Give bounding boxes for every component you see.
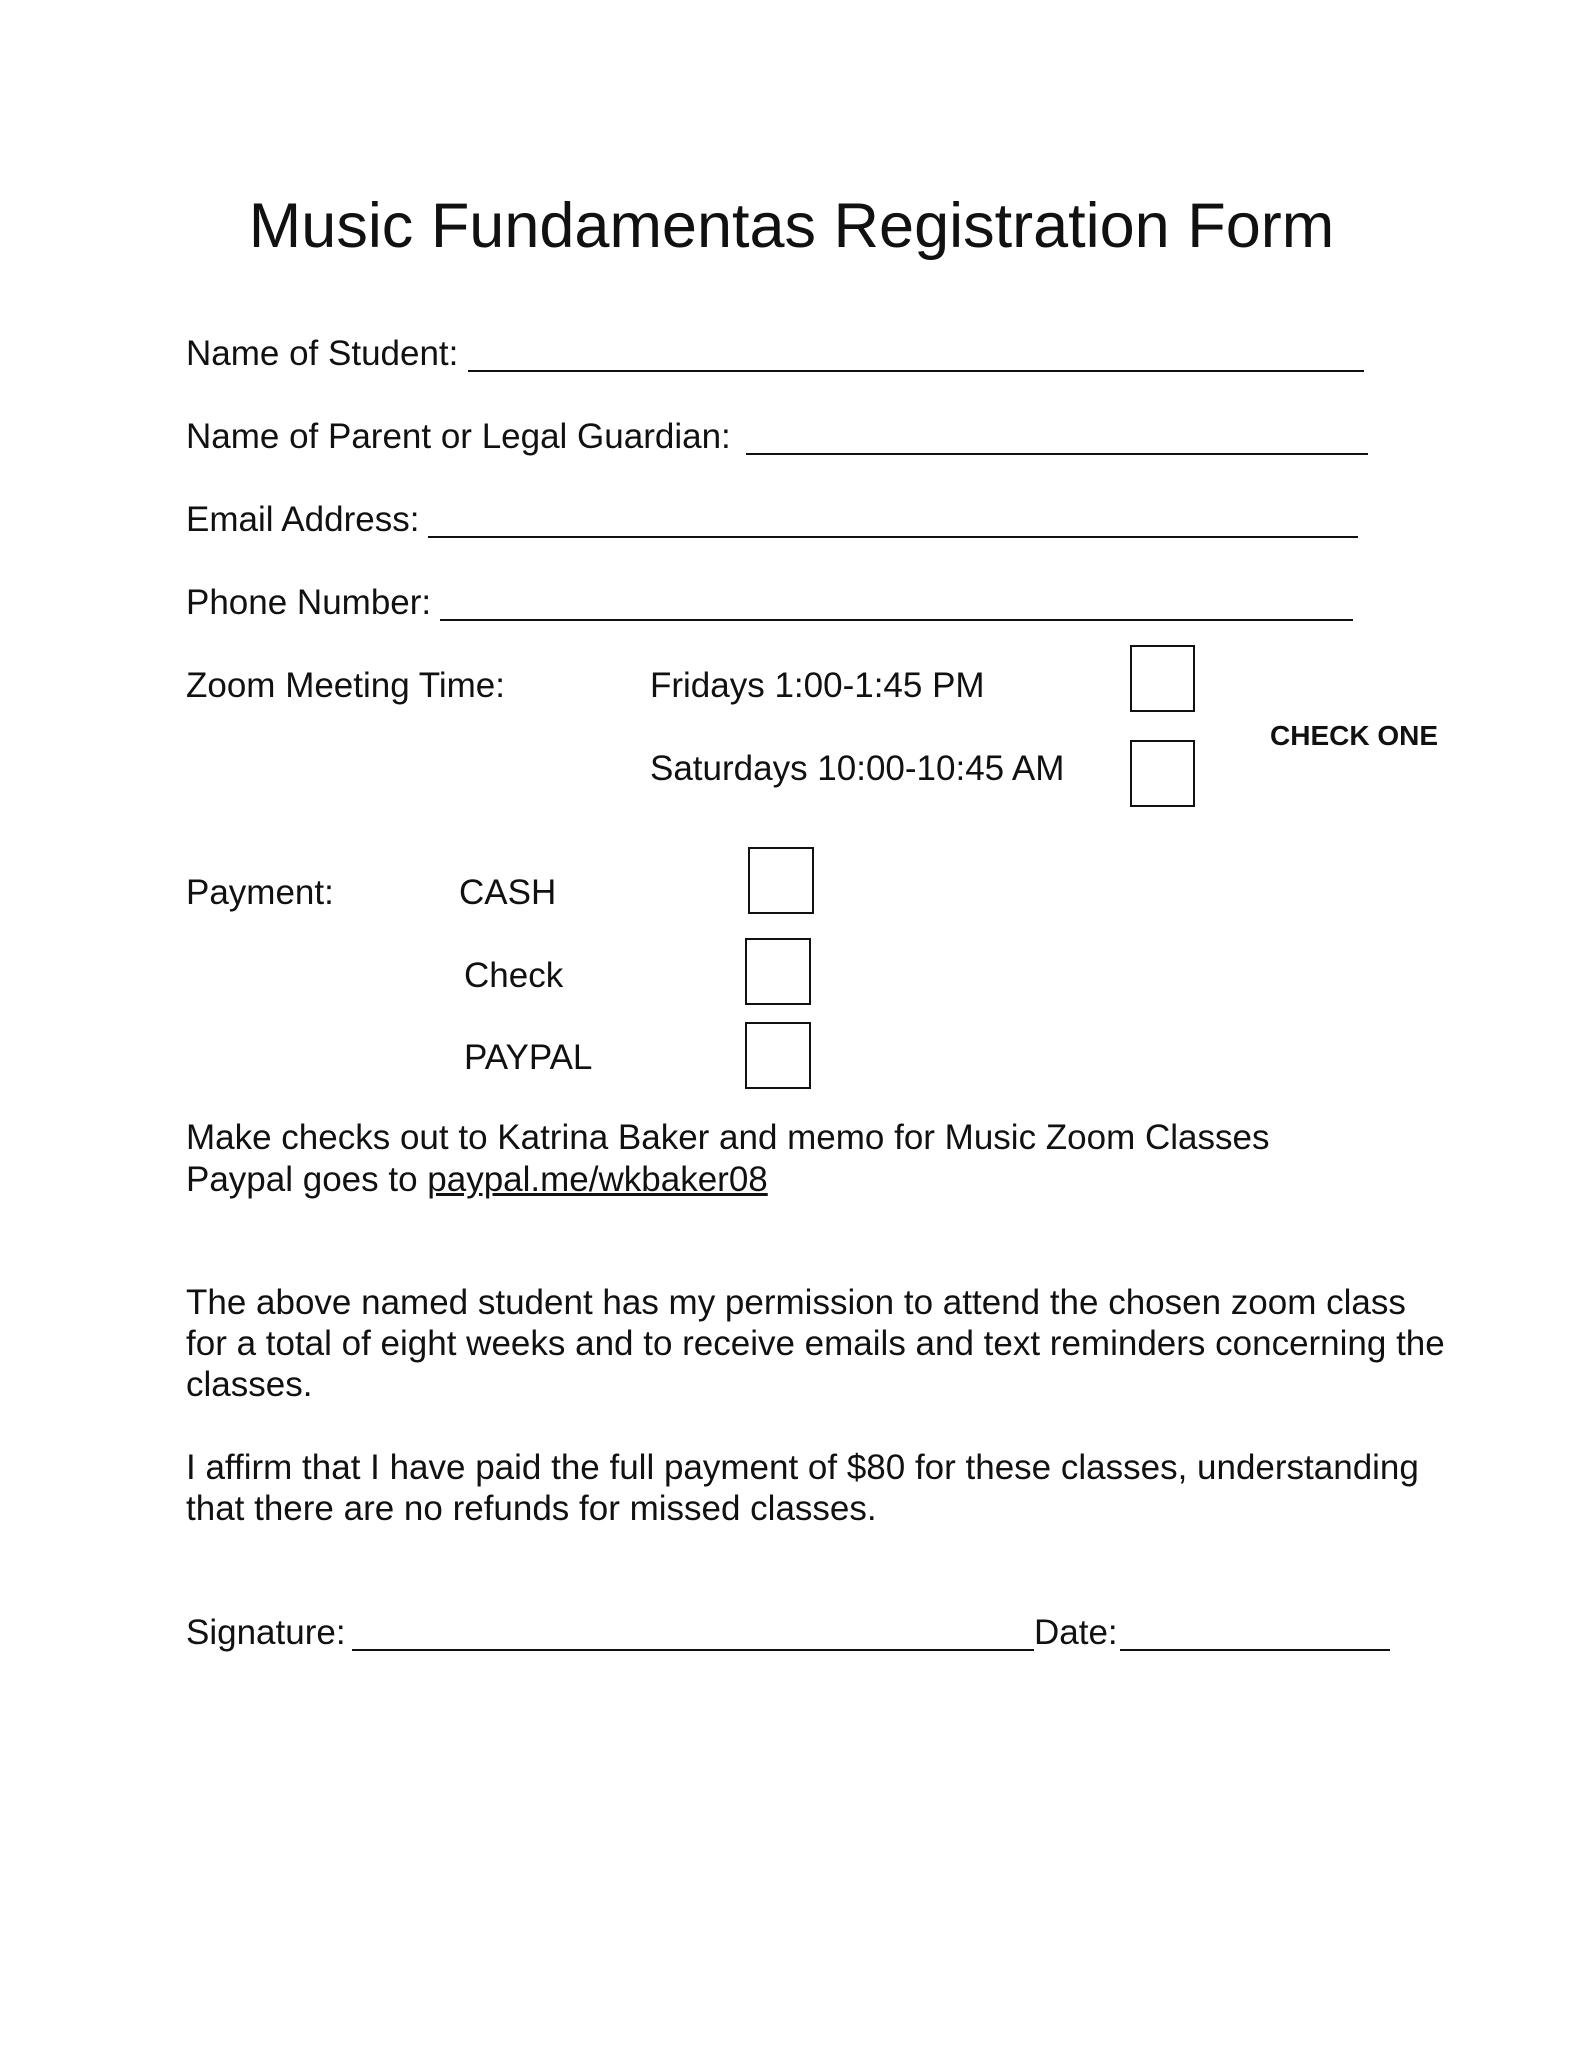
payment-check-label: Check: [464, 956, 564, 995]
paypal-prefix: Paypal goes to: [186, 1160, 428, 1199]
parent-name-label: Name of Parent or Legal Guardian:: [186, 417, 731, 456]
payment-paypal-label: PAYPAL: [464, 1038, 593, 1077]
student-name-line[interactable]: [468, 370, 1364, 372]
checks-instruction: Make checks out to Katrina Baker and memo for Music Zoom Classes: [186, 1118, 1270, 1157]
affirmation-paragraph: I affirm that I have paid the full payment of $80 for these classes, understanding that there are no refunds for missed classes.: [186, 1448, 1419, 1528]
zoom-meeting-label: Zoom Meeting Time:: [186, 666, 505, 705]
zoom-option-saturday-checkbox[interactable]: [1130, 740, 1195, 807]
signature-line[interactable]: [352, 1649, 1034, 1651]
email-line[interactable]: [428, 536, 1358, 538]
paypal-instruction: [186, 1159, 768, 1201]
payment-check-checkbox[interactable]: [745, 938, 811, 1005]
payment-paypal-checkbox[interactable]: [745, 1022, 811, 1089]
phone-label: Phone Number:: [186, 583, 432, 622]
zoom-option-friday-checkbox[interactable]: [1130, 645, 1195, 712]
parent-name-line[interactable]: [746, 453, 1368, 455]
payment-cash-checkbox[interactable]: [748, 847, 814, 914]
student-name-label: Name of Student:: [186, 334, 459, 373]
zoom-option-friday-label: Fridays 1:00-1:45 PM: [650, 666, 985, 705]
payment-cash-label: CASH: [459, 873, 557, 912]
payment-label: Payment:: [186, 873, 334, 912]
page-title: Music Fundamentas Registration Form: [248, 191, 1335, 261]
zoom-option-saturday-label: Saturdays 10:00-10:45 AM: [650, 749, 1065, 788]
check-one-instruction: CHECK ONE: [1270, 720, 1439, 751]
permission-paragraph: The above named student has my permission to attend the chosen zoom class for a total of eight weeks and to receive emails and text reminders concerning the classes.: [186, 1283, 1445, 1404]
phone-line[interactable]: [440, 619, 1353, 621]
signature-label: Signature:: [186, 1613, 346, 1652]
date-line[interactable]: [1120, 1649, 1390, 1651]
date-label: Date:: [1034, 1613, 1118, 1652]
paypal-link[interactable]: paypal.me/wkbaker08: [427, 1160, 768, 1199]
email-label: Email Address:: [186, 500, 420, 539]
